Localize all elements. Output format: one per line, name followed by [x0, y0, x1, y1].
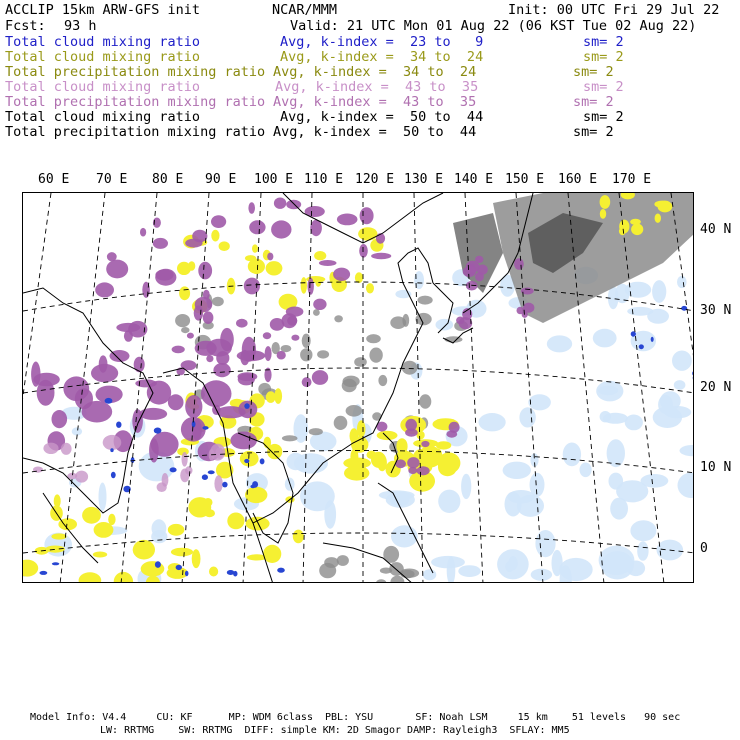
purple-precip: [91, 364, 118, 382]
blue-cloud: [252, 481, 258, 488]
gray-cloud: [282, 435, 298, 441]
yellow-precip: [436, 441, 451, 449]
purple-precip: [523, 303, 534, 313]
fcst-value: 93 h: [64, 18, 97, 34]
purple-precip: [302, 377, 312, 387]
blue-cloud: [185, 571, 189, 576]
legend-sm: sm= 2: [583, 79, 624, 95]
yellow-precip: [168, 524, 185, 536]
yellow-precip: [274, 388, 282, 404]
gray-cloud: [175, 314, 190, 327]
light-blue-cloud: [630, 520, 656, 541]
purple-precip: [198, 262, 212, 280]
blue-cloud: [154, 428, 162, 434]
latitude-label: 0: [700, 541, 708, 556]
gray-cloud: [337, 555, 349, 566]
light-blue-cloud: [637, 541, 648, 560]
gray-cloud: [400, 569, 420, 578]
blue-cloud: [155, 561, 161, 568]
legend-avg: Avg, k-index = 50 to 44: [273, 124, 477, 140]
light-blue-cloud: [72, 427, 82, 435]
yellow-precip: [266, 261, 283, 275]
light-blue-cloud: [674, 380, 686, 390]
yellow-precip: [366, 283, 374, 293]
yellow-precip: [179, 286, 190, 300]
purple-precip: [514, 258, 524, 270]
blue-cloud: [277, 568, 285, 573]
yellow-precip: [219, 241, 230, 251]
model-info-line2: LW: RRTMG SW: RRTMG DIFF: simple KM: 2D Smagor DAMP: Rayleigh3 SFLAY: MM5: [100, 725, 570, 736]
legend-avg: Avg, k-index = 43 to 35: [273, 94, 477, 110]
model-info-line1: Model Info: V4.4 CU: KF MP: WDM 6class PBL: YSU SF: Noah LSM 15 km 51 levels 90 sec: [30, 712, 681, 723]
yellow-precip: [248, 259, 265, 274]
legend-avg: Avg, k-index = 23 to 9: [280, 34, 484, 50]
legend-sm: sm= 2: [573, 94, 614, 110]
light-blue-cloud: [531, 569, 552, 581]
purple-precip: [271, 220, 291, 238]
yellow-precip: [658, 201, 673, 213]
yellow-precip: [94, 522, 114, 538]
longitude-label: 160 E: [558, 172, 598, 187]
purple-precip: [359, 244, 368, 258]
blue-cloud: [202, 426, 208, 430]
blue-cloud: [176, 565, 182, 570]
light-purple-precip: [157, 482, 167, 492]
purple-precip: [153, 238, 168, 249]
blue-cloud: [692, 371, 694, 376]
yellow-precip: [631, 224, 643, 236]
longitude-label: 110 E: [304, 172, 344, 187]
yellow-precip: [108, 514, 115, 525]
purple-precip: [33, 373, 59, 386]
yellow-precip: [114, 572, 133, 583]
longitude-label: 100 E: [254, 172, 294, 187]
light-blue-cloud: [519, 407, 535, 427]
light-blue-cloud: [677, 276, 687, 288]
legend-row: [5, 125, 735, 140]
gray-cloud: [346, 405, 363, 417]
light-blue-cloud: [461, 474, 471, 499]
yellow-precip: [438, 458, 457, 476]
blue-cloud: [170, 467, 177, 472]
blue-cloud: [244, 459, 249, 463]
yellow-precip: [355, 272, 363, 283]
gray-cloud: [418, 296, 433, 305]
blue-cloud: [631, 331, 636, 336]
light-blue-cloud: [414, 271, 424, 289]
yellow-precip: [264, 437, 272, 449]
yellow-precip: [82, 507, 101, 524]
legend-sm: sm= 2: [573, 124, 614, 140]
legend-name: Total precipitation mixing ratio: [5, 94, 266, 110]
light-blue-cloud: [580, 463, 592, 478]
legend-sm: sm= 2: [573, 64, 614, 80]
gray-cloud: [419, 394, 431, 408]
purple-precip: [475, 272, 484, 281]
light-blue-cloud: [593, 329, 617, 348]
purple-precip: [267, 253, 273, 261]
yellow-precip: [133, 545, 140, 555]
longitude-label: 90 E: [205, 172, 237, 187]
gray-cloud: [390, 316, 406, 329]
yellow-precip: [209, 567, 218, 577]
center-name: NCAR/MMM: [272, 2, 338, 18]
light-purple-precip: [43, 443, 58, 454]
light-blue-cloud: [652, 280, 666, 303]
light-blue-cloud: [297, 463, 305, 471]
gray-cloud: [313, 309, 320, 316]
purple-precip: [265, 346, 272, 361]
yellow-precip: [266, 391, 276, 403]
blue-cloud: [52, 562, 59, 565]
yellow-precip: [246, 517, 270, 531]
init-time: Init: 00 UTC Fri 29 Jul 22: [508, 2, 720, 18]
purple-precip: [134, 357, 145, 373]
gray-cloud: [300, 348, 312, 361]
light-blue-cloud: [391, 525, 418, 547]
legend-name: Total precipitation mixing ratio: [5, 124, 266, 140]
light-purple-precip: [103, 435, 122, 450]
yellow-precip: [344, 466, 369, 481]
longitude-label: 120 E: [355, 172, 395, 187]
light-blue-cloud: [423, 569, 436, 580]
model-title: ACCLIP 15km ARW-GFS init: [5, 2, 201, 18]
longitude-label: 80 E: [152, 172, 184, 187]
legend-row: [5, 110, 735, 125]
purple-precip: [270, 318, 284, 331]
latitude-label: 10 N: [700, 460, 732, 475]
purple-precip: [106, 260, 128, 279]
blue-cloud: [681, 306, 687, 311]
yellow-precip: [141, 561, 165, 576]
light-blue-cloud: [609, 473, 624, 490]
purple-precip: [185, 395, 202, 418]
purple-precip: [417, 466, 430, 475]
gray-cloud: [402, 361, 418, 375]
light-blue-cloud: [672, 351, 692, 371]
blue-cloud: [639, 344, 644, 349]
fcst-label: Fcst:: [5, 18, 46, 34]
purple-precip: [211, 215, 226, 228]
legend-name: Total precipitation mixing ratio: [5, 64, 266, 80]
purple-precip: [337, 214, 358, 226]
longitude-label: 60 E: [38, 172, 70, 187]
purple-precip: [459, 317, 473, 329]
longitude-label: 130 E: [404, 172, 444, 187]
blue-cloud: [105, 398, 113, 404]
light-blue-cloud: [680, 445, 695, 456]
legend-avg: Avg, k-index = 43 to 35: [275, 79, 479, 95]
light-purple-precip: [61, 443, 72, 455]
purple-precip: [308, 278, 314, 295]
purple-precip: [213, 363, 230, 377]
purple-precip: [132, 409, 143, 433]
map-svg: [23, 193, 694, 583]
gray-cloud: [334, 315, 343, 322]
purple-precip: [249, 220, 265, 234]
purple-precip: [371, 253, 391, 259]
map-panel: [22, 192, 694, 583]
purple-precip: [230, 432, 257, 450]
gray-cloud-band: [493, 193, 694, 323]
gray-cloud: [372, 412, 382, 420]
legend-name: Total cloud mixing ratio: [5, 79, 201, 95]
longitude-label: 150 E: [505, 172, 545, 187]
legend-name: Total cloud mixing ratio: [5, 34, 201, 50]
purple-precip: [140, 228, 146, 237]
yellow-precip: [600, 195, 611, 209]
blue-cloud: [693, 376, 694, 380]
light-blue-cloud: [641, 474, 669, 488]
blue-cloud: [208, 470, 215, 474]
purple-precip: [310, 220, 322, 236]
light-blue-cloud: [438, 490, 460, 513]
purple-precip: [333, 268, 350, 281]
purple-precip: [263, 332, 271, 339]
legend-sm: sm= 2: [583, 49, 624, 65]
purple-precip: [185, 239, 202, 248]
yellow-precip: [371, 452, 386, 468]
gray-cloud: [378, 375, 387, 386]
blue-cloud: [222, 482, 227, 488]
purple-precip: [220, 328, 234, 351]
gray-cloud: [354, 357, 367, 367]
yellow-precip: [630, 219, 641, 225]
yellow-precip: [245, 487, 267, 503]
purple-precip: [407, 457, 419, 468]
longitude-line: [414, 193, 423, 583]
gray-cloud: [380, 568, 392, 574]
legend-row: [5, 80, 735, 95]
purple-precip: [277, 351, 286, 360]
purple-precip: [168, 394, 184, 410]
purple-precip: [312, 370, 328, 385]
legend-avg: Avg, k-index = 34 to 24: [280, 49, 484, 65]
yellow-precip: [252, 244, 258, 252]
light-purple-precip: [214, 475, 222, 492]
light-blue-cloud: [599, 546, 635, 575]
purple-precip: [216, 351, 229, 365]
legend-row: [5, 65, 735, 80]
yellow-precip: [204, 498, 213, 507]
purple-precip: [201, 380, 232, 407]
gray-cloud: [445, 336, 463, 342]
blue-cloud: [116, 422, 121, 428]
purple-precip: [195, 297, 213, 312]
blue-cloud: [110, 448, 113, 452]
light-blue-cloud: [479, 413, 506, 431]
yellow-precip: [23, 560, 38, 577]
light-blue-cloud: [563, 443, 581, 467]
gray-cloud: [212, 297, 224, 307]
longitude-label: 140 E: [454, 172, 494, 187]
light-blue-cloud: [547, 335, 572, 352]
gray-cloud: [416, 313, 432, 325]
purple-precip: [286, 307, 304, 317]
gray-cloud: [302, 334, 311, 348]
yellow-precip: [177, 262, 191, 275]
gray-cloud: [334, 416, 348, 430]
yellow-precip: [358, 227, 377, 240]
light-blue-cloud: [535, 530, 555, 557]
blue-cloud: [40, 571, 48, 575]
purple-precip: [203, 311, 214, 324]
light-blue-cloud: [627, 307, 653, 316]
light-blue-cloud: [497, 549, 529, 579]
purple-precip: [107, 252, 117, 261]
yellow-precip: [51, 533, 66, 539]
legend-sm: sm= 2: [583, 34, 624, 50]
legend-name: Total cloud mixing ratio: [5, 109, 201, 125]
purple-precip: [240, 350, 249, 365]
legend-row: [5, 50, 735, 65]
yellow-precip: [377, 431, 398, 440]
purple-precip: [421, 441, 429, 447]
light-blue-cloud: [598, 386, 618, 396]
yellow-precip: [600, 209, 606, 219]
yellow-precip: [293, 530, 304, 544]
legend-sm: sm= 2: [583, 109, 624, 125]
purple-precip: [75, 388, 93, 409]
light-blue-cloud: [528, 394, 551, 410]
gray-cloud: [181, 327, 189, 333]
blue-cloud: [202, 474, 208, 480]
gray-cloud: [342, 379, 357, 393]
light-blue-cloud: [99, 483, 107, 511]
yellow-precip: [314, 251, 326, 260]
yellow-precip: [619, 220, 629, 234]
yellow-precip: [93, 552, 107, 558]
purple-precip: [236, 319, 248, 328]
light-blue-cloud: [610, 498, 628, 520]
yellow-precip: [171, 548, 193, 557]
light-blue-cloud: [625, 282, 651, 298]
purple-precip: [187, 333, 194, 339]
legend-row: [5, 35, 735, 50]
light-blue-cloud: [603, 413, 628, 424]
purple-precip: [172, 346, 185, 354]
purple-precip: [449, 422, 460, 433]
light-blue-cloud: [152, 519, 167, 537]
purple-precip: [52, 410, 68, 428]
gray-cloud: [317, 350, 329, 358]
purple-precip: [466, 261, 480, 273]
blue-cloud: [111, 472, 116, 478]
longitude-label: 170 E: [612, 172, 652, 187]
yellow-precip: [79, 572, 102, 583]
purple-precip: [405, 419, 417, 431]
longitude-label: 70 E: [96, 172, 128, 187]
gray-cloud: [309, 428, 323, 435]
purple-precip: [408, 467, 417, 474]
purple-precip: [274, 198, 286, 209]
purple-precip: [139, 408, 167, 420]
yellow-precip: [227, 513, 244, 530]
purple-precip: [291, 335, 299, 341]
latitude-label: 20 N: [700, 380, 732, 395]
purple-precip: [203, 290, 210, 300]
purple-precip: [155, 269, 173, 280]
legend-name: Total cloud mixing ratio: [5, 49, 201, 65]
latitude-label: 40 N: [700, 222, 732, 237]
yellow-precip: [655, 214, 661, 223]
light-blue-cloud: [508, 490, 535, 503]
gray-cloud: [369, 348, 382, 363]
yellow-precip: [301, 277, 307, 294]
purple-precip: [319, 260, 337, 266]
longitude-line: [303, 193, 312, 583]
purple-precip: [135, 379, 157, 387]
gray-cloud: [376, 579, 386, 583]
purple-precip: [216, 406, 245, 418]
purple-precip: [360, 207, 374, 224]
light-blue-cloud: [379, 490, 415, 500]
legend-avg: Avg, k-index = 34 to 24: [273, 64, 477, 80]
blue-cloud: [227, 570, 235, 575]
light-purple-precip: [182, 452, 188, 467]
blue-cloud: [651, 337, 654, 342]
blue-cloud: [260, 458, 265, 464]
light-blue-cloud: [503, 462, 531, 479]
latitude-label: 30 N: [700, 303, 732, 318]
purple-precip: [206, 355, 213, 362]
gray-cloud: [366, 334, 381, 343]
yellow-precip: [211, 230, 219, 242]
light-blue-cloud: [664, 406, 691, 418]
purple-precip: [286, 200, 301, 209]
legend-row: [5, 95, 735, 110]
valid-time: Valid: 21 UTC Mon 01 Aug 22 (06 KST Tue 02 Aug 22): [290, 18, 697, 34]
purple-precip: [248, 202, 255, 214]
purple-precip: [313, 299, 326, 310]
blue-cloud: [244, 403, 249, 409]
light-blue-cloud: [458, 565, 480, 577]
light-purple-precip: [185, 466, 192, 474]
gray-cloud: [324, 557, 339, 568]
purple-precip: [244, 278, 260, 295]
light-blue-cloud: [431, 556, 465, 568]
purple-precip: [95, 282, 114, 297]
light-blue-cloud: [678, 473, 695, 498]
legend-avg: Avg, k-index = 50 to 44: [280, 109, 484, 125]
light-blue-cloud: [436, 319, 454, 331]
